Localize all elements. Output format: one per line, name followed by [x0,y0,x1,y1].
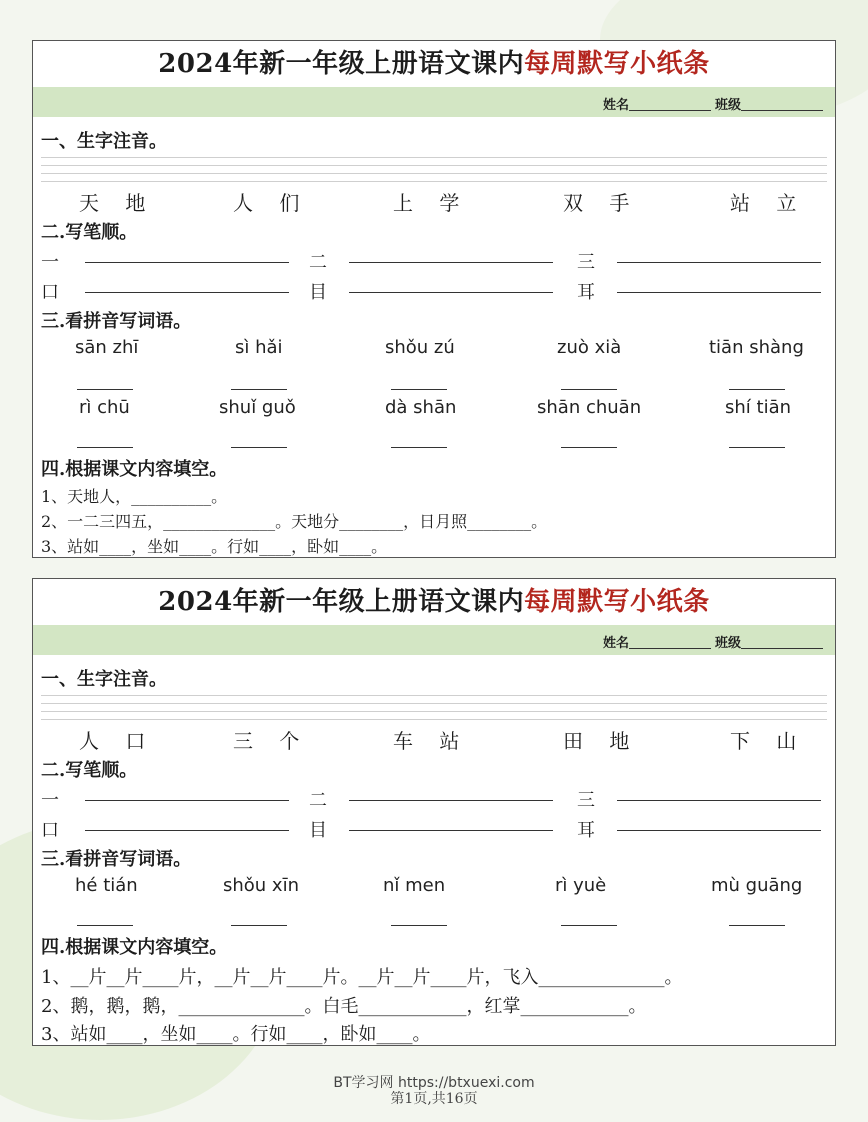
section-title-fill: 四.根据课文内容填空。 [41,937,228,958]
class-blank[interactable] [741,110,823,111]
name-label: 姓名 [602,636,629,651]
stroke-answer-line[interactable] [617,278,821,293]
word-answer-line[interactable] [231,915,287,926]
word-answer-line[interactable] [391,379,447,390]
word-answer-line[interactable] [231,437,287,448]
stroke-char: 口 [41,820,59,841]
fill-blank-line[interactable]: 3、站如____，坐如____。行如____，卧如____。 [41,1024,431,1045]
pinyin-guide-line [41,711,827,712]
word-answer-line[interactable] [77,379,133,390]
stroke-char: 口 [41,282,59,303]
stroke-answer-line[interactable] [85,816,289,831]
character-word: 双 手 [563,191,640,215]
name-label: 姓名 [602,98,629,113]
pinyin-word: shuǐ guǒ [219,397,296,418]
word-answer-line[interactable] [77,915,133,926]
name-blank[interactable] [629,648,711,649]
class-label: 班级 [714,98,741,113]
character-word: 三 个 [233,729,310,753]
section-title-strokes: 二.写笔顺。 [41,222,138,243]
title-main: 2024年新一年级上册语文课内 [158,587,525,617]
word-answer-line[interactable] [561,379,617,390]
pinyin-guide-line [41,157,827,158]
stroke-answer-line[interactable] [349,248,553,263]
section-title-strokes: 二.写笔顺。 [41,760,138,781]
stroke-char: 耳 [577,282,595,303]
name-class-bar [33,87,835,117]
class-label: 班级 [714,636,741,651]
pinyin-word: nǐ men [383,875,446,896]
stroke-char: 一 [41,252,59,273]
pinyin-word: mù guāng [711,875,803,896]
name-class-fields [603,632,827,651]
stroke-answer-line[interactable] [617,248,821,263]
stroke-answer-line[interactable] [617,816,821,831]
character-word: 田 地 [563,729,640,753]
stroke-answer-line[interactable] [349,786,553,801]
worksheet-title [33,579,835,625]
word-answer-line[interactable] [231,379,287,390]
fill-blank-line[interactable]: 2、鹅，鹅，鹅，______________。白毛____________，红掌____________。 [41,996,647,1017]
stroke-char: 耳 [577,820,595,841]
class-blank[interactable] [741,648,823,649]
stroke-answer-line[interactable] [349,278,553,293]
character-word: 上 学 [393,191,470,215]
footer-page-number: 第1页,共16页 [390,1091,478,1107]
word-answer-line[interactable] [729,437,785,448]
name-class-bar [33,625,835,655]
word-answer-line[interactable] [77,437,133,448]
character-word: 下 山 [730,729,807,753]
stroke-char: 一 [41,790,59,811]
worksheet-title [33,41,835,87]
section-title-pinyin: 三.看拼音写词语。 [41,849,192,870]
worksheet-card-1 [32,40,836,558]
fill-blank-line[interactable]: 3、站如____，坐如____。行如____，卧如____。 [41,537,388,556]
pinyin-word: hé tián [75,875,138,896]
pinyin-word: shān chuān [537,397,642,418]
footer-site[interactable]: BT学习网 https://btxuexi.com [333,1075,535,1091]
stroke-answer-line[interactable] [349,816,553,831]
pinyin-guide-line [41,181,827,182]
stroke-char: 二 [309,252,327,273]
section-title-phonetic: 一、生字注音。 [41,669,167,690]
pinyin-word: sì hǎi [235,337,283,358]
section-title-fill: 四.根据课文内容填空。 [41,459,228,480]
stroke-answer-line[interactable] [85,786,289,801]
pinyin-guide-line [41,165,827,166]
pinyin-word: dà shān [385,397,457,418]
fill-blank-line[interactable]: 2、一二三四五，______________。天地分________，日月照________。 [41,512,548,531]
stroke-char: 二 [309,790,327,811]
section-title-pinyin: 三.看拼音写词语。 [41,311,192,332]
word-answer-line[interactable] [391,437,447,448]
section-title-phonetic: 一、生字注音。 [41,131,167,152]
character-word: 天 地 [79,191,156,215]
worksheet-card-2 [32,578,836,1046]
character-word: 站 立 [730,191,807,215]
character-word: 车 站 [393,729,470,753]
name-class-fields [603,94,827,113]
title-highlight: 每周默写小纸条 [524,587,710,617]
word-answer-line[interactable] [561,437,617,448]
fill-blank-line[interactable]: 1、天地人，__________。 [41,487,228,506]
word-answer-line[interactable] [391,915,447,926]
pinyin-word: shí tiān [725,397,792,418]
pinyin-guide-line [41,703,827,704]
stroke-answer-line[interactable] [85,248,289,263]
name-blank[interactable] [629,110,711,111]
pinyin-word: tiān shàng [709,337,804,358]
title-main: 2024年新一年级上册语文课内 [158,49,525,79]
stroke-char: 目 [309,820,327,841]
pinyin-word: zuò xià [557,337,622,358]
stroke-char: 三 [577,790,595,811]
pinyin-guide-line [41,719,827,720]
word-answer-line[interactable] [729,915,785,926]
stroke-char: 目 [309,282,327,303]
character-word: 人 口 [79,729,156,753]
pinyin-word: sān zhī [75,337,139,358]
pinyin-guide-line [41,173,827,174]
pinyin-word: rì chū [79,397,130,418]
character-word: 人 们 [233,191,310,215]
pinyin-guide-line [41,695,827,696]
stroke-answer-line[interactable] [617,786,821,801]
word-answer-line[interactable] [561,915,617,926]
fill-blank-line[interactable]: 1、__片__片____片，__片__片____片。__片__片____片，飞入______________。 [41,967,683,988]
stroke-answer-line[interactable] [85,278,289,293]
pinyin-word: shǒu xīn [223,875,299,896]
word-answer-line[interactable] [729,379,785,390]
pinyin-word: shǒu zú [385,337,455,358]
stroke-char: 三 [577,252,595,273]
title-highlight: 每周默写小纸条 [524,49,710,79]
pinyin-word: rì yuè [555,875,607,896]
